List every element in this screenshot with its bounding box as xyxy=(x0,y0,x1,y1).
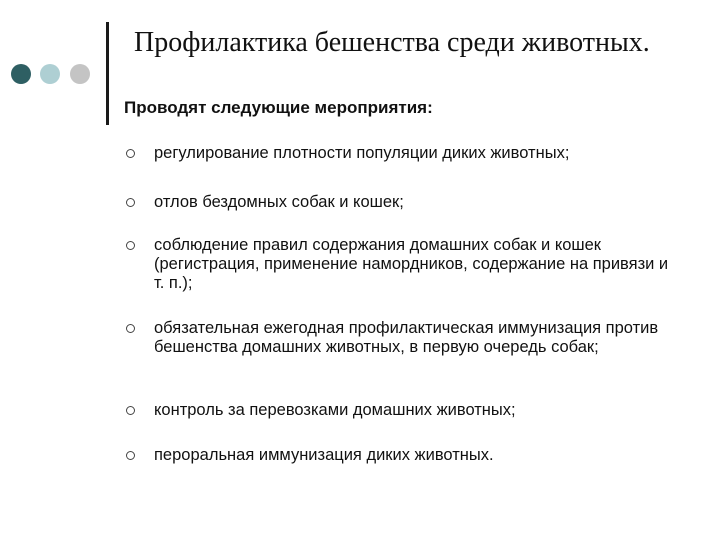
slide-subtitle: Проводят следующие мероприятия: xyxy=(124,98,433,117)
list-item-text: пероральная иммунизация диких животных. xyxy=(154,446,494,464)
slide-title: Профилактика бешенства среди животных. xyxy=(134,27,650,58)
bullet-circle-icon xyxy=(126,406,135,415)
bullet-circle-icon xyxy=(126,198,135,207)
list-item-text: контроль за перевозками домашних животных; xyxy=(154,401,516,419)
list-item-text: соблюдение правил содержания домашних собак и кошек (регистрация, применение намордников, содержание на привязи и т. п.); xyxy=(154,236,669,292)
decor-dot-dark xyxy=(11,64,31,84)
title-divider-line xyxy=(106,22,109,125)
list-item-text: обязательная ежегодная профилактическая иммунизация против бешенства домашних животных, в первую очередь собак; xyxy=(154,319,659,356)
list-item-text: регулирование плотности популяции диких животных; xyxy=(154,144,570,162)
list-item-text: отлов бездомных собак и кошек; xyxy=(154,193,404,211)
bullet-circle-icon xyxy=(126,451,135,460)
bullet-circle-icon xyxy=(126,149,135,158)
decor-dot-grey xyxy=(70,64,90,84)
bullet-circle-icon xyxy=(126,324,135,333)
decor-dot-light xyxy=(40,64,60,84)
bullet-circle-icon xyxy=(126,241,135,250)
